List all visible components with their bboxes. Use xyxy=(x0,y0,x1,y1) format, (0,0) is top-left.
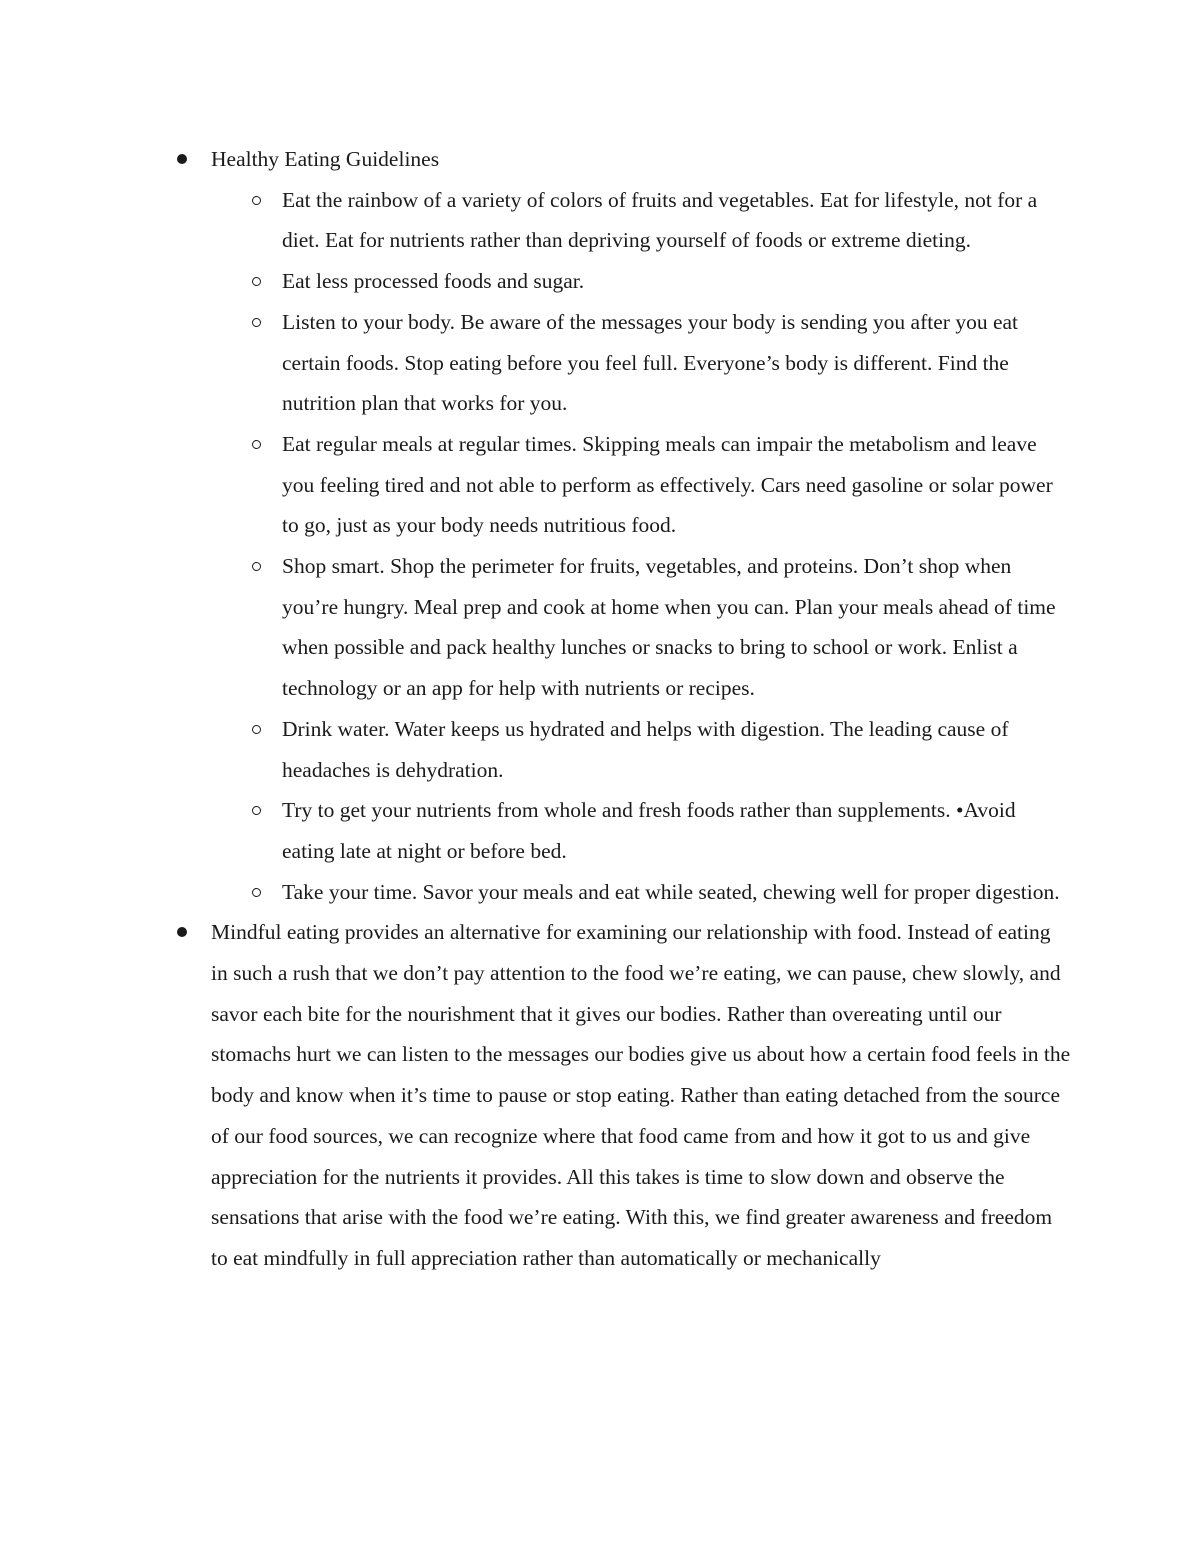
bullet-disc-icon xyxy=(177,927,187,937)
list-item-text: Take your time. Savor your meals and eat while seated, chewing well for proper digestion. xyxy=(282,879,1060,904)
guidelines-sublist xyxy=(282,180,1071,913)
bullet-circle-icon xyxy=(252,562,261,571)
list-item xyxy=(282,790,1071,871)
list-item xyxy=(282,709,1071,790)
list-item xyxy=(282,546,1071,709)
bullet-circle-icon xyxy=(252,318,261,327)
mindful-eating-paragraph: Mindful eating provides an alternative for examining our relationship with food. Instead of eating in such a rush that we don’t pay attention to the food we’re eating, we can pause, chew slowly, and savor each bite for the nourishment that it gives our bodies. Rather than overeating until our stomachs hurt we can listen to the messages our bodies give us about how a certain food feels in the body and know when it’s time to pause or stop eating. Rather than eating detached from the source of our food sources, we can recognize where that food came from and how it got to us and give appreciation for the nutrients it provides. All this takes is time to slow down and observe the sensations that arise with the food we’re eating. With this, we find greater awareness and freedom to eat mindfully in full appreciation rather than automatically or mechanically xyxy=(211,920,1071,1270)
list-item-text: Eat less processed foods and sugar. xyxy=(282,269,585,294)
bullet-circle-icon xyxy=(252,806,261,815)
list-item-mindful-eating xyxy=(211,912,1071,1278)
bullet-circle-icon xyxy=(252,196,261,205)
list-item xyxy=(282,261,1071,302)
list-item xyxy=(282,872,1071,913)
bullet-disc-icon xyxy=(177,154,187,164)
list-item-text: Eat regular meals at regular times. Skipping meals can impair the metabolism and leave you feeling tired and not able to perform as effectively. Cars need gasoline or solar power to go, just as your body needs nutritious food. xyxy=(282,431,1053,538)
list-item xyxy=(282,424,1071,546)
list-item xyxy=(282,180,1071,261)
main-bullet-list xyxy=(211,139,1071,1279)
bullet-circle-icon xyxy=(252,277,261,286)
list-item-text: Try to get your nutrients from whole and fresh foods rather than supplements. •Avoid eating late at night or before bed. xyxy=(282,798,1016,863)
list-item-text: Eat the rainbow of a variety of colors of fruits and vegetables. Eat for lifestyle, not for a diet. Eat for nutrients rather than depriving yourself of foods or extreme dieting. xyxy=(282,187,1038,253)
list-item-text: Shop smart. Shop the perimeter for fruits, vegetables, and proteins. Don’t shop when you’re hungry. Meal prep and cook at home when you can. Plan your meals ahead of time when possible and pack healthy lunches or snacks to bring to school or work. Enlist a technology or an app for help with nutrients or recipes. xyxy=(282,554,1056,701)
bullet-circle-icon xyxy=(252,440,261,449)
list-item-healthy-eating xyxy=(211,139,1071,912)
section-heading: Healthy Eating Guidelines xyxy=(211,147,440,171)
bullet-circle-icon xyxy=(252,725,261,734)
list-item-text: Drink water. Water keeps us hydrated and helps with digestion. The leading cause of headaches is dehydration. xyxy=(282,716,1009,782)
list-item-text: Listen to your body. Be aware of the messages your body is sending you after you eat certain foods. Stop eating before you feel full. Everyone’s body is different. Find the nutrition plan that works for you. xyxy=(282,309,1018,416)
list-item xyxy=(282,302,1071,424)
bullet-circle-icon xyxy=(252,888,261,897)
